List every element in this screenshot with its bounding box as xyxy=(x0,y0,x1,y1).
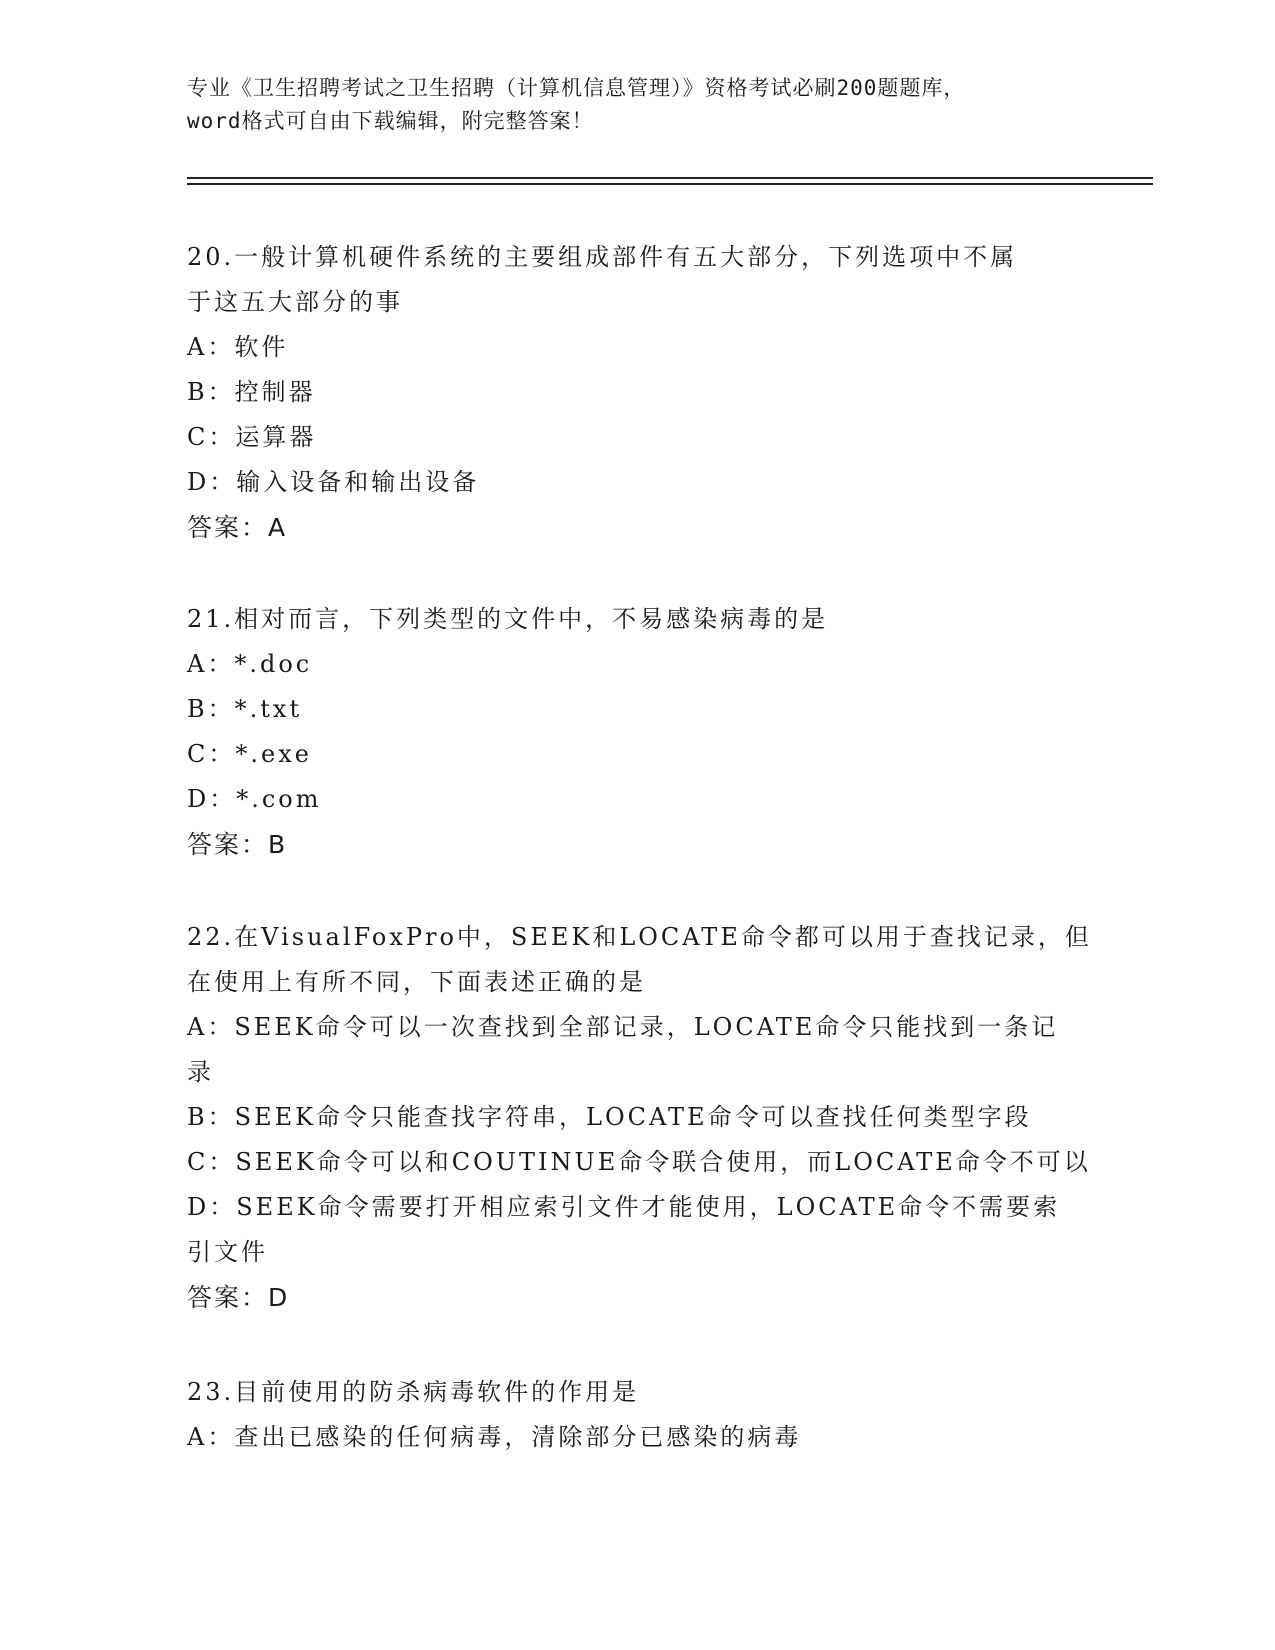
answer: 答案：D xyxy=(187,1283,290,1312)
question-21 xyxy=(187,597,1087,867)
option-a: A：查出已感染的任何病毒，清除部分已感染的病毒 xyxy=(187,1423,802,1451)
question-stem: 20.一般计算机硬件系统的主要组成部件有五大部分，下列选项中不属 xyxy=(187,243,1018,271)
option-d: D：*.com xyxy=(187,785,322,813)
header-line-2: word格式可自由下载编辑，附完整答案！ xyxy=(187,109,594,133)
question-20 xyxy=(187,235,1087,550)
option-a: A：SEEK命令可以一次查找到全部记录，LOCATE命令只能找到一条记 xyxy=(187,1013,1059,1041)
header-divider-bottom xyxy=(187,183,1153,185)
option-b: B：*.txt xyxy=(187,695,303,723)
header-divider-top xyxy=(187,177,1153,179)
question-stem: 21.相对而言，下列类型的文件中，不易感染病毒的是 xyxy=(187,605,829,633)
option-d: D：输入设备和输出设备 xyxy=(187,468,480,496)
option-d: D：SEEK命令需要打开相应索引文件才能使用，LOCATE命令不需要索 xyxy=(187,1193,1061,1221)
option-c: C：SEEK命令可以和COUTINUE命令联合使用，而LOCATE命令不可以 xyxy=(187,1148,1091,1176)
question-stem: 在使用上有所不同，下面表述正确的是 xyxy=(187,968,646,996)
question-stem: 22.在VisualFoxPro中，SEEK和LOCATE命令都可以用于查找记录，但 xyxy=(187,923,1092,951)
option-b: B：控制器 xyxy=(187,378,316,406)
option-d-continued: 引文件 xyxy=(187,1238,268,1266)
question-stem: 23.目前使用的防杀病毒软件的作用是 xyxy=(187,1378,640,1406)
option-c: C：运算器 xyxy=(187,423,317,451)
question-22 xyxy=(187,915,1092,1320)
option-a: A：*.doc xyxy=(187,650,313,678)
question-23 xyxy=(187,1370,1087,1460)
answer: 答案：A xyxy=(187,513,288,542)
question-stem: 于这五大部分的事 xyxy=(187,288,403,316)
answer: 答案：B xyxy=(187,830,288,859)
option-a-continued: 录 xyxy=(187,1058,214,1086)
option-c: C：*.exe xyxy=(187,740,312,768)
option-a: A：软件 xyxy=(187,333,289,361)
document-header xyxy=(187,72,1087,138)
header-line-1: 专业《卫生招聘考试之卫生招聘（计算机信息管理）》资格考试必刷200题题库， xyxy=(187,76,966,100)
option-b: B：SEEK命令只能查找字符串，LOCATE命令可以查找任何类型字段 xyxy=(187,1103,1032,1131)
